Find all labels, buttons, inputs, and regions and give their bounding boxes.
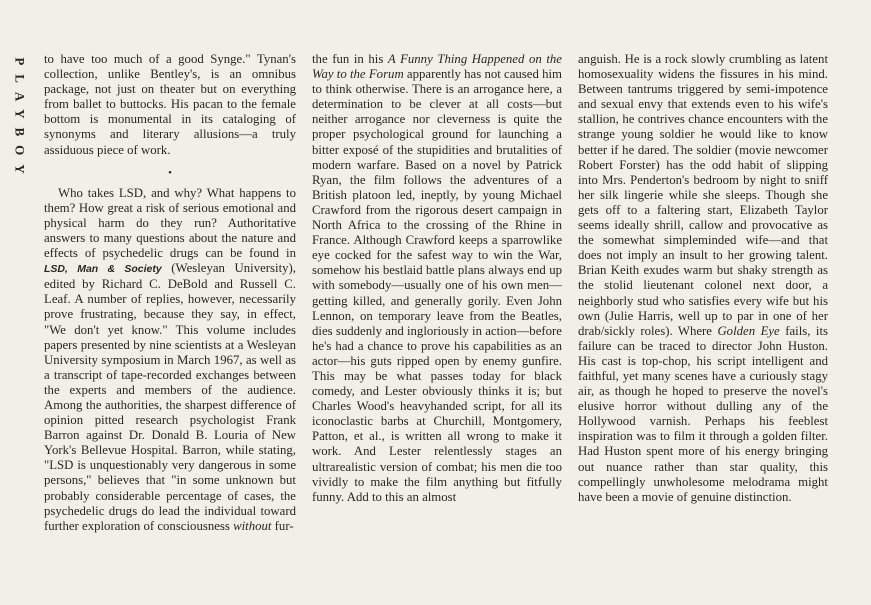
text-column-2 [312,52,562,505]
paragraph-lsd [44,186,296,534]
paragraph-lsd-end: fur- [271,518,294,533]
section-bullet: • [168,166,172,179]
text-column-1 [44,52,296,534]
film-title-forum: A Funny Thing Happened on the Way to the Forum [312,52,562,82]
paragraph-lsd-body: (Wesleyan University), edited by Richard C. DeBold and Russell C. Leaf. A number of replies, however, necessarily prove frustrating, because they say, in effect, "We don't yet know." This volume includes papers presented by nine scientists at a Wesleyan University symposium in March 1967, as well as a transcript of tape-recorded exchanges between the experts and members of the audience. Among the authorities, the sharpest difference of opinion pitted research psychologist Frank Barron against Dr. Donald B. Louria of New York's Bellevue Hospital. Barron, while stating, "LSD is unquestionably very dangerous in some persons," believes that "in some unknown but probably considerable percentage of cases, the psychedelic drugs do lead the individual toward further exploration of consciousness [44,261,296,533]
emphasis-without: without [233,518,272,533]
paragraph-tynan: to have too much of a good Synge." Tynan's collection, unlike Bentley's, is an omnibus package, not just on theater but on everything from ballet to buttocks. His pacan to the female bottom is monumental in its cataloging of synonyms and literary allusions—a truly assiduous piece of work. [44,52,296,157]
paragraph-lsd-intro: Who takes LSD, and why? What happens to them? How great a risk of serious emotional and physical harm do they run? Authoritative answers to many questions about the nature and effects of psychedelic drugs can be found in [44,185,296,261]
paragraph-war-lead: the fun in his [312,52,388,66]
paragraph-golden-eye-b: fails, its failure can be traced to director John Huston. His cast is top-chop, his script intelligent and faithful, yet many scenes have a curiously stagy air, as though he hoped to preserve the novel's elusive horror without dulling any of the Hollywood varnish. Perhaps his feeblest inspiration was to film it through a golden filter. Had Huston spent more of his energy bringing out nuance rather than star quality, this compellingly unwholesome melodrama might have been a movie of genuine distinction. [578,323,828,504]
running-head-text: PLAYBOY [13,57,28,183]
text-column-3 [578,52,828,505]
paragraph-golden-eye-review [578,52,828,505]
running-head [8,40,32,200]
paragraph-golden-eye-a: anguish. He is a rock slowly crumbling as latent homosexuality widens the fissures in his mind. Between tantrums triggered by semi-impotence and sexual envy that extends even to his wife's stallion, he contrives chance encounters with the strange young soldier he would like to know better if he dared. The soldier (movie newcomer Robert Forster) has the odd habit of slipping into Mrs. Penderton's bedroom by night to sniff her silk lingerie while she sleeps. Though she gets off to a faltering start, Elizabeth Taylor seems ideally shrill, callow and provocative as the somewhat simpleminded wife—and that does not imply an insult to her growing talent. Brian Keith exudes warm but shaky strength as the stolid lieutenant colonel next door, a neighborly stud who satisfies every wife but his own (Julie Harris, well up to par in one of her drab/sickly roles). Where [578,52,828,338]
paragraph-war-review [312,52,562,505]
paragraph-war-body: apparently has not caused him to think otherwise. There is an arrogance here, a determination to be clever at all costs—but neither arrogance nor cleverness is quite the proper psychological ground for launching a bitter exposé of the stupidities and brutalities of modern warfare. Based on a novel by Patrick Ryan, the film follows the adventures of a British platoon led, ineptly, by young Michael Crawford from the rigorous desert campaign in North Africa to the crossing of the Rhine in France. Although Crawford keeps a sparrowlike eye cocked for the safest way to win the War, somehow his bestlaid battle plans always end up with somebody—usually one of his own men—getting killed, and generally gorily. Even John Lennon, on temporary leave from the Beatles, dies suddenly and ingloriously in action—before he's had a chance to prove his capabilities as an actor—his guts ripped open by enemy gunfire. This may be what passes today for black comedy, and Lester obviously thinks it is; but Charles Wood's heavyhanded script, for all its iconoclastic barbs at Churchill, Montgomery, Patton, et al., is written all wrong to make it work. And Lester relentlessly stages an ultrarealistic version of combat; his men die too vividly to make the film anything but fitfully funny. Add to this an almost [312,67,562,504]
film-title-golden-eye: Golden Eye [717,323,780,338]
book-title: LSD, Man & Society [44,263,162,276]
